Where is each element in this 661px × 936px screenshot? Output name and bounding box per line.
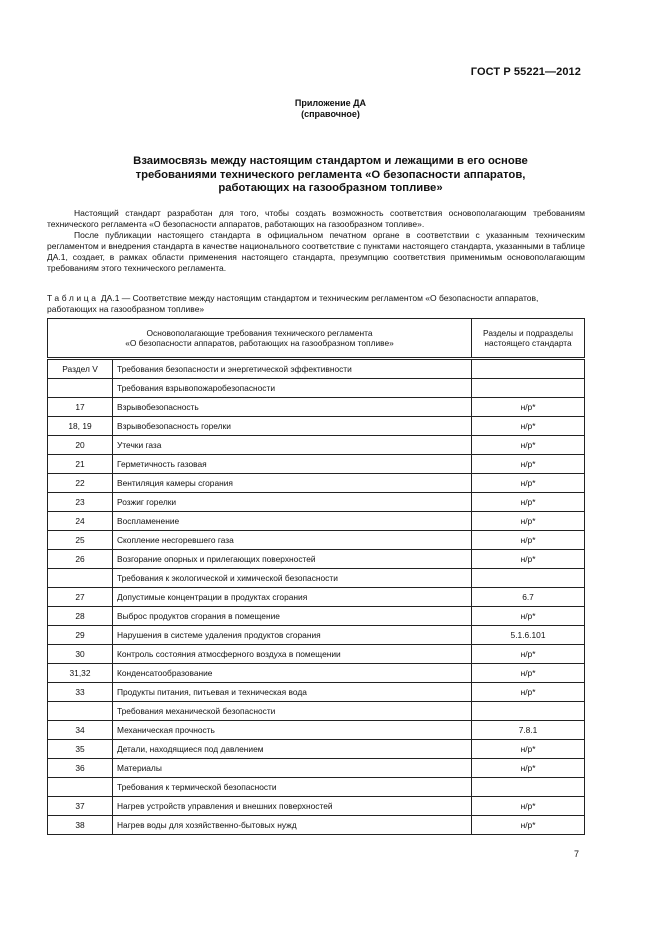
table-caption-label: Таблица	[47, 293, 99, 303]
title-line: Взаимосвязь между настоящим стандартом и лежащими в его основе	[133, 155, 528, 167]
row-number: 33	[48, 683, 113, 702]
table-row	[48, 645, 585, 664]
appendix-heading	[0, 98, 661, 120]
row-section: н/р*	[472, 759, 585, 778]
row-number: 23	[48, 493, 113, 512]
row-requirement: Возгорание опорных и прилегающих поверхностей	[113, 550, 472, 569]
row-section: н/р*	[472, 493, 585, 512]
row-number	[48, 778, 113, 797]
title-line: требованиями технического регламента «О безопасности аппаратов,	[135, 168, 526, 181]
paragraph: Настоящий стандарт разработан для того, чтобы создать возможность соответствия основополагающим требованиям технического регламента «О безопасности аппаратов, работающих на газообразном топливе».	[47, 208, 585, 229]
row-requirement: Требования взрывопожаробезопасности	[113, 379, 472, 398]
row-number: 29	[48, 626, 113, 645]
row-number	[48, 569, 113, 588]
row-number: 34	[48, 721, 113, 740]
row-requirement: Нагрев устройств управления и внешних поверхностей	[113, 797, 472, 816]
table-row	[48, 626, 585, 645]
row-requirement: Контроль состояния атмосферного воздуха в помещении	[113, 645, 472, 664]
row-section: н/р*	[472, 797, 585, 816]
row-requirement: Воспламенение	[113, 512, 472, 531]
table-row	[48, 797, 585, 816]
row-requirement: Требования безопасности и энергетической эффективности	[113, 360, 472, 379]
document-title	[0, 155, 661, 196]
row-number: 20	[48, 436, 113, 455]
row-requirement: Требования к экологической и химической безопасности	[113, 569, 472, 588]
row-section: н/р*	[472, 664, 585, 683]
row-section: н/р*	[472, 474, 585, 493]
table-row	[48, 778, 585, 797]
row-requirement: Требования к термической безопасности	[113, 778, 472, 797]
title-line: работающих на газообразном топливе»	[218, 182, 443, 194]
row-requirement: Розжиг горелки	[113, 493, 472, 512]
row-requirement: Нагрев воды для хозяйственно-бытовых нужд	[113, 816, 472, 835]
row-section: 7.8.1	[472, 721, 585, 740]
row-number: 36	[48, 759, 113, 778]
row-number: 38	[48, 816, 113, 835]
row-section: н/р*	[472, 816, 585, 835]
row-number: 17	[48, 398, 113, 417]
row-section: 6.7	[472, 588, 585, 607]
row-requirement: Взрывобезопасность горелки	[113, 417, 472, 436]
row-section: н/р*	[472, 607, 585, 626]
table-row	[48, 493, 585, 512]
row-number: 22	[48, 474, 113, 493]
row-number: 24	[48, 512, 113, 531]
row-number: 30	[48, 645, 113, 664]
table-row	[48, 740, 585, 759]
row-number: 21	[48, 455, 113, 474]
table-row	[48, 702, 585, 721]
row-number: 28	[48, 607, 113, 626]
row-number: Раздел V	[48, 360, 113, 379]
row-section: н/р*	[472, 455, 585, 474]
row-number: 26	[48, 550, 113, 569]
correspondence-table	[47, 318, 585, 835]
table-row	[48, 816, 585, 835]
row-section	[472, 569, 585, 588]
table-caption-text: ДА.1 — Соответствие между настоящим стандартом и техническим регламентом «О безопасности аппаратов, работающих на газообразном топливе»	[47, 293, 539, 314]
paragraph: После публикации настоящего стандарта в официальном печатном органе в соответствии с указанным техническим регламентом и внедрения стандарта в качестве национального соответствие с пунктами настоящего стандарта, указанными в таблице ДА.1, создает, в рамках области применения настоящего стандарта, презумпцию соответствия применимым основополагающим требованиям этого технического регламента.	[47, 229, 585, 273]
row-requirement: Продукты питания, питьевая и техническая вода	[113, 683, 472, 702]
table-row	[48, 455, 585, 474]
row-section: н/р*	[472, 683, 585, 702]
row-number: 18, 19	[48, 417, 113, 436]
row-number	[48, 379, 113, 398]
table-row	[48, 512, 585, 531]
header-requirements-line: Основополагающие требования технического регламента	[146, 328, 373, 338]
table-row	[48, 550, 585, 569]
row-section: н/р*	[472, 398, 585, 417]
header-requirements-line: «О безопасности аппаратов, работающих на газообразном топливе»	[125, 338, 394, 348]
row-requirement: Герметичность газовая	[113, 455, 472, 474]
row-requirement: Материалы	[113, 759, 472, 778]
row-requirement: Детали, находящиеся под давлением	[113, 740, 472, 759]
row-section	[472, 379, 585, 398]
table-body	[48, 360, 585, 835]
table-header-row	[48, 319, 585, 358]
table-row	[48, 607, 585, 626]
table-row	[48, 531, 585, 550]
row-requirement: Конденсатообразование	[113, 664, 472, 683]
row-requirement: Вентиляция камеры сгорания	[113, 474, 472, 493]
row-section	[472, 360, 585, 379]
row-requirement: Допустимые концентрации в продуктах сгорания	[113, 588, 472, 607]
table-caption	[47, 293, 585, 314]
appendix-title: Приложение ДА	[294, 98, 367, 108]
row-requirement: Требования механической безопасности	[113, 702, 472, 721]
row-number: 37	[48, 797, 113, 816]
table-row	[48, 417, 585, 436]
table-row	[48, 664, 585, 683]
header-requirements	[48, 319, 472, 358]
table-row	[48, 379, 585, 398]
row-section: н/р*	[472, 531, 585, 550]
table-row	[48, 398, 585, 417]
table-row	[48, 360, 585, 379]
table-row	[48, 759, 585, 778]
row-section: н/р*	[472, 645, 585, 664]
row-number: 27	[48, 588, 113, 607]
row-requirement: Взрывобезопасность	[113, 398, 472, 417]
row-section: н/р*	[472, 740, 585, 759]
header-sections-line: настоящего стандарта	[484, 338, 572, 348]
table-row	[48, 588, 585, 607]
row-section	[472, 778, 585, 797]
row-number: 25	[48, 531, 113, 550]
appendix-subtitle: (справочное)	[301, 109, 360, 119]
row-number: 31,32	[48, 664, 113, 683]
row-requirement: Выброс продуктов сгорания в помещение	[113, 607, 472, 626]
table-row	[48, 721, 585, 740]
table-row	[48, 569, 585, 588]
row-section: н/р*	[472, 436, 585, 455]
row-number	[48, 702, 113, 721]
page-number: 7	[573, 849, 579, 859]
row-requirement: Скопление несгоревшего газа	[113, 531, 472, 550]
row-requirement: Нарушения в системе удаления продуктов сгорания	[113, 626, 472, 645]
intro-text	[47, 208, 585, 273]
table-row	[48, 683, 585, 702]
table-row	[48, 474, 585, 493]
row-section: 5.1.6.101	[472, 626, 585, 645]
row-number: 35	[48, 740, 113, 759]
row-section	[472, 702, 585, 721]
row-requirement: Механическая прочность	[113, 721, 472, 740]
table-row	[48, 436, 585, 455]
header-sections	[472, 319, 585, 358]
row-section: н/р*	[472, 417, 585, 436]
row-requirement: Утечки газа	[113, 436, 472, 455]
header-sections-line: Разделы и подразделы	[483, 328, 573, 338]
row-section: н/р*	[472, 550, 585, 569]
standard-designation: ГОСТ Р 55221—2012	[470, 66, 581, 78]
row-section: н/р*	[472, 512, 585, 531]
